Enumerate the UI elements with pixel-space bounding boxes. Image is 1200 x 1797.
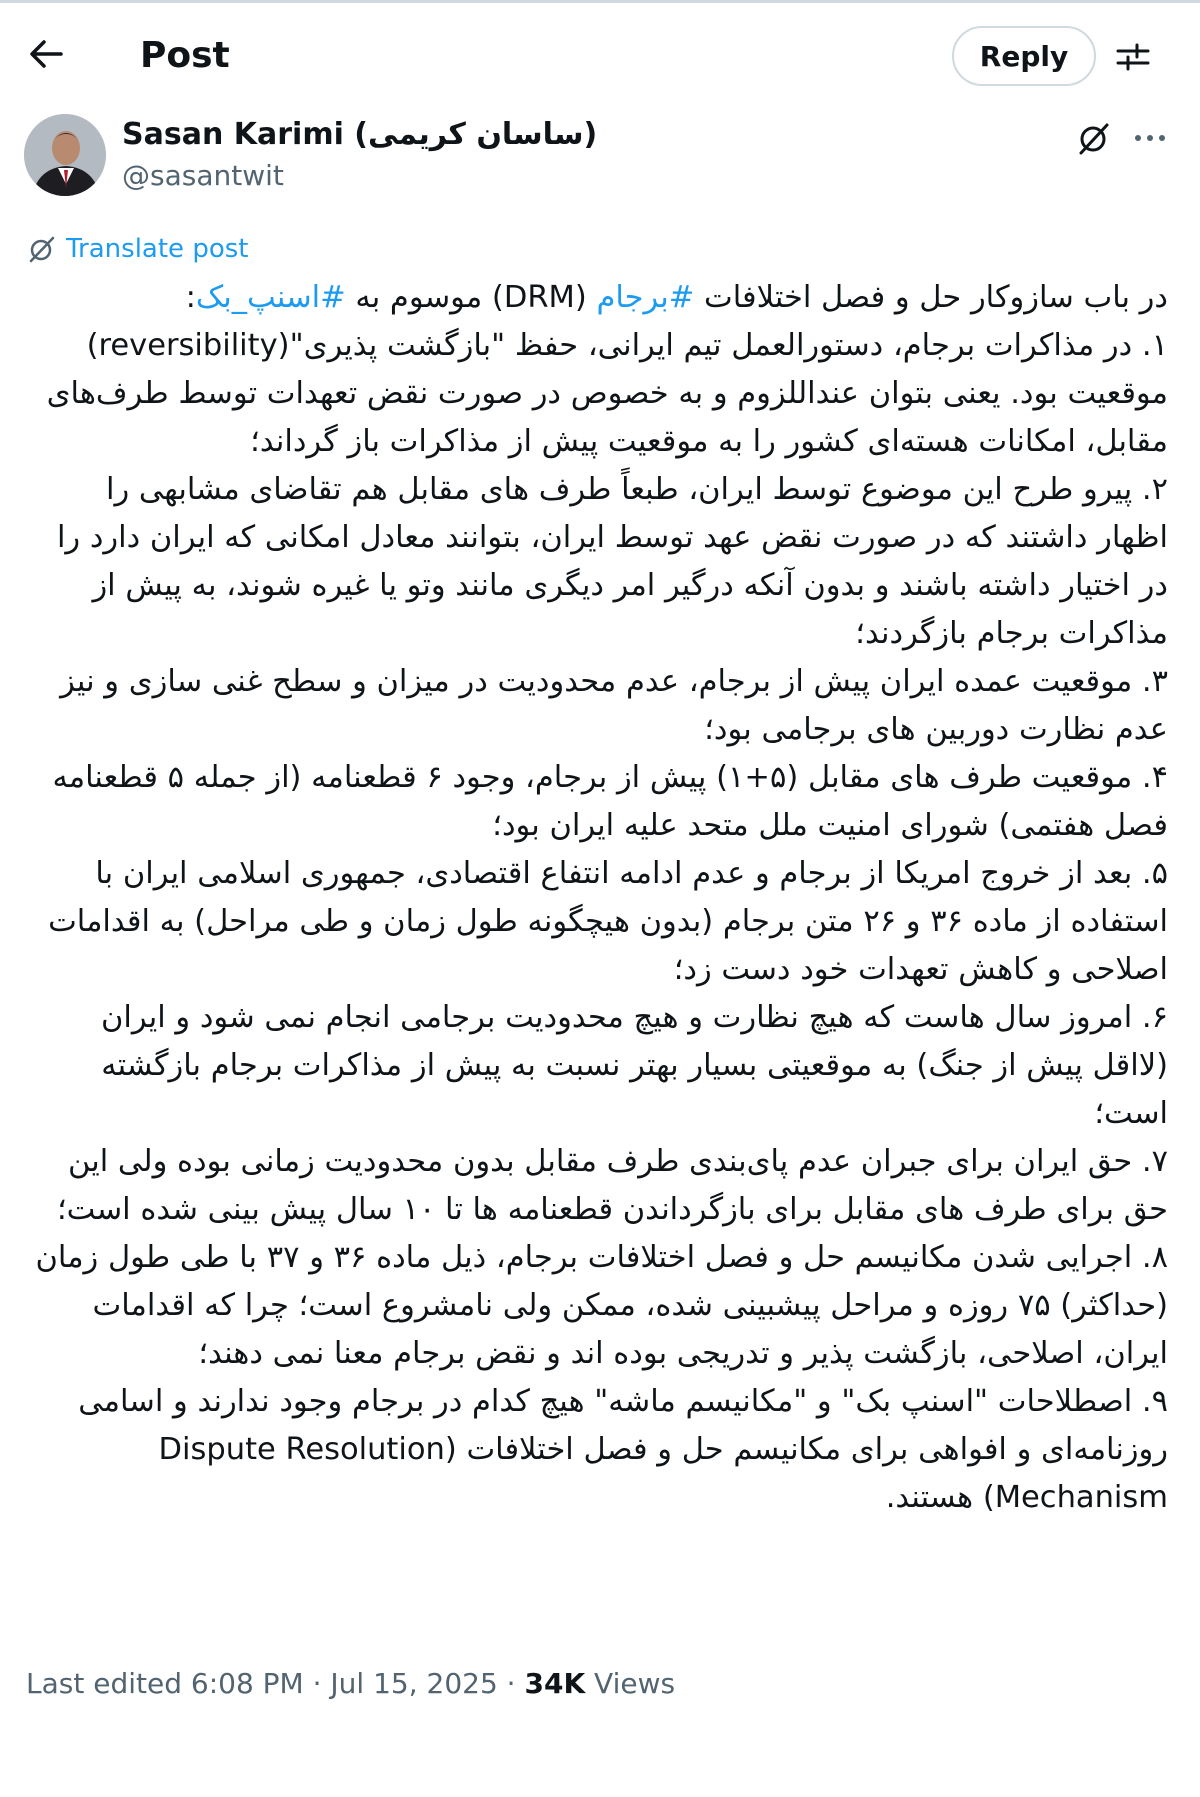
post-intro (26, 274, 1168, 322)
more-icon (1133, 133, 1167, 143)
back-arrow-icon (29, 39, 63, 69)
page-title: Post (140, 35, 230, 76)
more-button[interactable] (1128, 118, 1172, 158)
edited-timestamp[interactable]: Last edited 6:08 PM · Jul 15, 2025 · (26, 1667, 525, 1700)
post-item-5: ۵. بعد از خروج امریکا از برجام و عدم ادامه انتفاع اقتصادی، جمهوری اسلامی ایران با استفاده از ماده ۳۶ و ۲۶ متن برجام (بدون هیچگونه طول زمان و طی مراحل) به اقدامات اصلاحی و کاهش تعهدات خود دست زد؛ (48, 856, 1168, 987)
post-item-4: ۴. موقعیت طرف های مقابل (۵+۱) پیش از برجام، وجود ۶ قطعنامه (از جمله ۵ قطعنامه فصل هفتمی) شورای امنیت ملل متحد علیه ایران بود؛ (52, 760, 1168, 843)
back-button[interactable] (24, 32, 68, 76)
grok-button[interactable] (1074, 118, 1114, 158)
sliders-icon (1116, 42, 1150, 72)
post-item-2: ۲. پیرو طرح این موضوع توسط ایران، طبعاً طرف های مقابل هم تقاضای مشابهی را اظهار داشتند که در صورت نقض عهد توسط ایران، بتوانند معادل امکانی که ایران دارد را در اختیار داشته باشند و بدون آنکه درگیر امر دیگری مانند وتو یا غیره شوند، به پیش از مذاکرات برجام بازگردند؛ (56, 472, 1168, 651)
post-item-6: ۶. امروز سال هاست که هیچ نظارت و هیچ محدودیت برجامی انجام نمی شود و ایران (لااقل پیش از جنگ) به موقعیتی بسیار بهتر نسبت به پیش از مذاکرات برجام بازگشته است؛ (101, 1000, 1168, 1131)
hashtag-snapback[interactable]: #اسنپ_بک (195, 280, 346, 315)
post-item-9: ۹. اصطلاحات "اسنپ بک" و "مکانیسم ماشه" هیچ کدام در برجام وجود ندارند و اسامی روزنامه‌ای و افواهی برای مکانیسم حل و فصل اختلافات (Dispute Resolution Mechanism) هستند. (78, 1384, 1168, 1515)
translate-post-button[interactable] (28, 232, 248, 266)
post-item-1: ۱. در مذاکرات برجام، دستورالعمل تیم ایرانی، حفظ "بازگشت پذیری"(reversibility) موقعیت بود. یعنی بتوان عنداللزوم و به خصوص در صورت نقض تعهدات توسط طرف‌های مقابل، امکانات هسته‌ای کشور را به موقعیت پیش از مذاکرات باز گرداند؛ (46, 328, 1168, 459)
author-handle[interactable]: @sasantwit (122, 159, 284, 192)
post-meta (26, 1666, 675, 1702)
post-item-8: ۸. اجرایی شدن مکانیسم حل و فصل اختلافات برجام، ذیل ماده ۳۶ و ۳۷ با طی طول زمان (حداکثر) ۷۵ روزه و مراحل پیشبینی شده، ممکن ولی نامشروع است؛ چرا که اقدامات ایران، اصلاحی، بازگشت پذیر و تدریجی بوده اند و نقض برجام معنا نمی دهند؛ (35, 1240, 1168, 1371)
hashtag-barjam[interactable]: #برجام (596, 280, 695, 315)
intro-suffix: : (185, 280, 196, 315)
author-name[interactable]: Sasan Karimi (ساسان کریمی) (122, 117, 598, 152)
translate-post-label: Translate post (66, 234, 249, 264)
avatar-photo (24, 114, 106, 196)
post-text (26, 274, 1168, 1522)
views-label: Views (585, 1667, 676, 1700)
reply-button[interactable]: Reply (952, 26, 1096, 86)
intro-middle: (DRM) موسوم به (345, 280, 597, 315)
grok-icon (1077, 121, 1111, 155)
avatar[interactable] (24, 114, 106, 196)
views-count: 34K (524, 1667, 586, 1700)
header (0, 0, 1200, 110)
translate-icon (28, 235, 56, 263)
intro-prefix: در باب سازوکار حل و فصل اختلافات (694, 280, 1168, 315)
post-item-7: ۷. حق ایران برای جبران عدم پای‌بندی طرف مقابل بدون محدودیت زمانی بوده ولی این حق برای طرف های مقابل برای بازگرداندن قطعنامه ها تا ۱۰ سال پیش بینی شده است؛ (56, 1144, 1168, 1227)
post-item-3: ۳. موقعیت عمده ایران پیش از برجام، عدم محدودیت در میزان و سطح غنی سازی و نیز عدم نظارت دوربین های برجامی بود؛ (60, 664, 1168, 747)
settings-button[interactable] (1110, 34, 1156, 80)
